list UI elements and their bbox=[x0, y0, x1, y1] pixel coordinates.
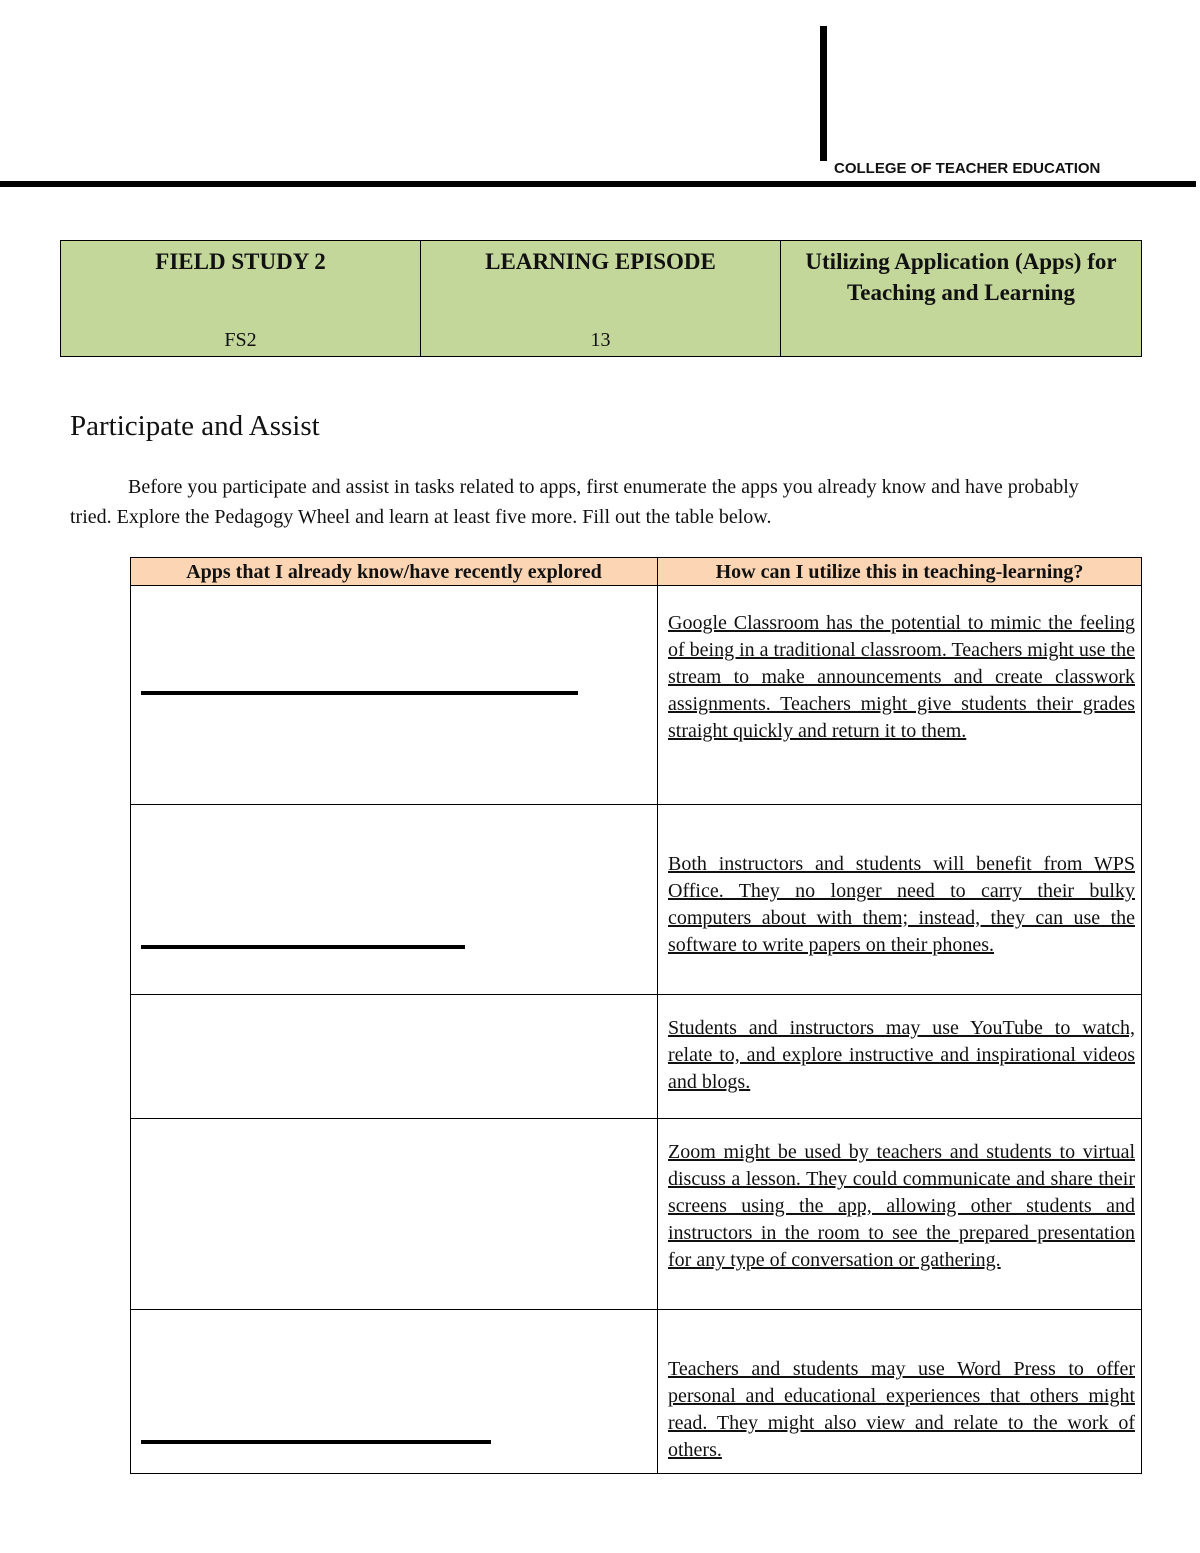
header-vertical-bar bbox=[820, 26, 827, 161]
course-cell bbox=[61, 241, 421, 357]
app-cell[interactable] bbox=[131, 1310, 658, 1474]
course-title: FIELD STUDY 2 bbox=[155, 249, 326, 274]
episode-label: LEARNING EPISODE bbox=[485, 249, 716, 274]
use-text: Teachers and students may use Word Press to offer personal and educational experiences that others might read. They might also view and relate to the work of others. bbox=[668, 1358, 1135, 1461]
table-row bbox=[131, 1310, 1142, 1474]
episode-info-table bbox=[60, 240, 1142, 357]
section-title: Participate and Assist bbox=[70, 410, 320, 442]
instructions bbox=[70, 472, 1120, 532]
course-code: FS2 bbox=[224, 329, 257, 351]
use-text: Both instructors and students will benefit from WPS Office. They no longer need to carry their bulky computers about with them; instead, they can use the software to write papers on their phones. bbox=[668, 853, 1135, 956]
header-rule bbox=[0, 181, 1196, 187]
episode-cell bbox=[421, 241, 781, 357]
topic-cell bbox=[781, 241, 1142, 357]
use-cell bbox=[658, 805, 1142, 995]
header-utilize: How can I utilize this in teaching-learning? bbox=[658, 558, 1142, 586]
blank-line bbox=[141, 691, 578, 695]
college-name: COLLEGE OF TEACHER EDUCATION bbox=[834, 160, 1101, 177]
instructions-text: Before you participate and assist in tasks related to apps, first enumerate the apps you already know and have probably tried. Explore the Pedagogy Wheel and learn at least five more. Fill out the table below. bbox=[70, 476, 1079, 528]
header-apps: Apps that I already know/have recently explored bbox=[131, 558, 658, 586]
app-cell[interactable] bbox=[131, 995, 658, 1119]
episode-number: 13 bbox=[590, 329, 611, 351]
app-cell[interactable] bbox=[131, 1119, 658, 1310]
use-cell bbox=[658, 586, 1142, 805]
app-cell[interactable] bbox=[131, 805, 658, 995]
use-cell bbox=[658, 995, 1142, 1119]
blank-line bbox=[141, 945, 465, 949]
topic-title: Utilizing Application (Apps) for Teaching and Learning bbox=[805, 249, 1117, 305]
apps-table-header bbox=[131, 558, 1142, 586]
use-text: Zoom might be used by teachers and students to virtual discuss a lesson. They could communicate and share their screens using the app, allowing other students and instructors in the room to see the prepared presentation for any type of conversation or gathering. bbox=[668, 1141, 1135, 1271]
use-text: Students and instructors may use YouTube to watch, relate to, and explore instructive and inspirational videos and blogs. bbox=[668, 1017, 1135, 1093]
table-row bbox=[131, 586, 1142, 805]
app-cell[interactable] bbox=[131, 586, 658, 805]
table-row bbox=[131, 1119, 1142, 1310]
table-row bbox=[131, 995, 1142, 1119]
table-row bbox=[131, 805, 1142, 995]
blank-line bbox=[141, 1440, 491, 1444]
apps-table bbox=[130, 557, 1142, 1474]
use-cell bbox=[658, 1310, 1142, 1474]
use-text: Google Classroom has the potential to mimic the feeling of being in a traditional classroom. Teachers might use the stream to make announcements and create classwork assignments. Teachers might give students their grades straight quickly and return it to them. bbox=[668, 612, 1135, 742]
use-cell bbox=[658, 1119, 1142, 1310]
